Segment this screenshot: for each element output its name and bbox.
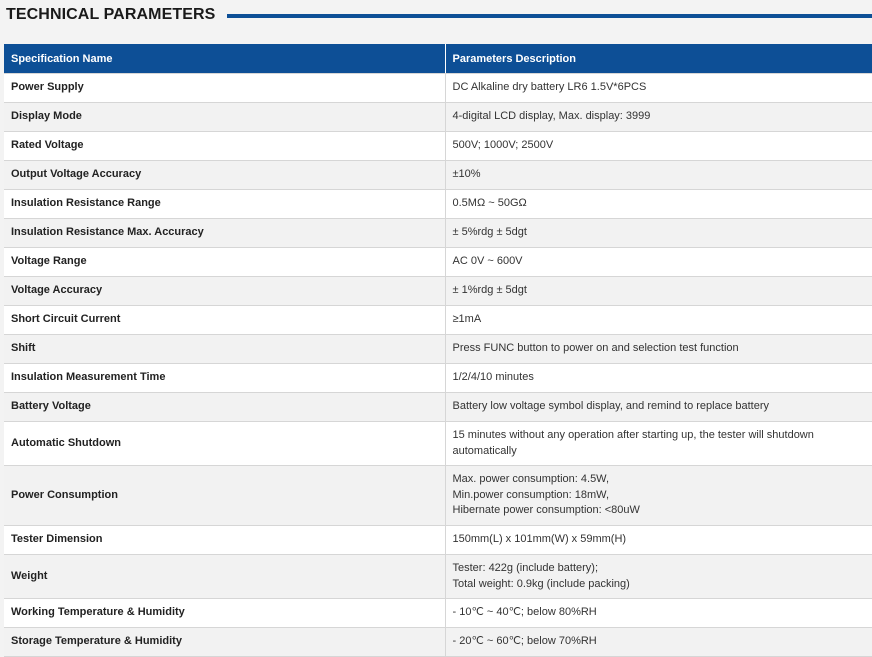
spec-name-cell: Rated Voltage [4, 132, 445, 161]
spec-description-cell [445, 132, 872, 161]
table-row [4, 555, 872, 599]
spec-name-cell: Insulation Resistance Range [4, 190, 445, 219]
table-row [4, 103, 872, 132]
spec-name-cell: Weight [4, 555, 445, 599]
spec-description-cell [445, 364, 872, 393]
description-line: 4-digital LCD display, Max. display: 3999 [452, 110, 651, 123]
table-row [4, 132, 872, 161]
table-row [4, 364, 872, 393]
spec-description-cell [445, 74, 872, 103]
description-line: ± 1%rdg ± 5dgt [452, 284, 527, 297]
description-line: - 10℃ ~ 40℃; below 80%RH [452, 606, 597, 619]
description-line: 0.5MΩ ~ 50GΩ [452, 197, 527, 210]
spec-name-cell: Output Voltage Accuracy [4, 161, 445, 190]
table-row [4, 335, 872, 364]
spec-description-cell [445, 190, 872, 219]
description-line: AC 0V ~ 600V [452, 255, 523, 268]
spec-description-cell [445, 526, 872, 555]
table-row [4, 306, 872, 335]
spec-name-cell: Power Supply [4, 74, 445, 103]
page-title: TECHNICAL PARAMETERS [6, 6, 216, 23]
spec-description-cell [445, 422, 872, 466]
table-row [4, 219, 872, 248]
spec-description-cell [445, 248, 872, 277]
description-line: - 20℃ ~ 60℃; below 70%RH [452, 635, 597, 648]
spec-description-cell [445, 306, 872, 335]
spec-description-cell [445, 161, 872, 190]
spec-description-cell [445, 277, 872, 306]
description-line: Battery low voltage symbol display, and remind to replace battery [452, 400, 770, 413]
description-line: ±10% [452, 168, 481, 181]
header-specification-name: Specification Name [4, 44, 445, 74]
spec-description-cell [445, 466, 872, 526]
description-line: 500V; 1000V; 2500V [452, 139, 554, 152]
spec-name-cell: Shift [4, 335, 445, 364]
table-row [4, 599, 872, 628]
parameters-table [4, 44, 872, 657]
spec-description-cell [445, 335, 872, 364]
spec-name-cell: Storage Temperature & Humidity [4, 628, 445, 657]
spec-description-cell [445, 103, 872, 132]
spec-name-cell: Power Consumption [4, 466, 445, 526]
table-body [4, 74, 872, 657]
description-line: 1/2/4/10 minutes [452, 371, 534, 384]
description-line: DC Alkaline dry battery LR6 1.5V*6PCS [452, 81, 647, 94]
table-row [4, 393, 872, 422]
spec-name-cell: Display Mode [4, 103, 445, 132]
table-row [4, 628, 872, 657]
table-header-row [4, 44, 872, 74]
spec-name-cell: Short Circuit Current [4, 306, 445, 335]
description-line: Max. power consumption: 4.5W, [452, 473, 610, 486]
spec-name-cell: Tester Dimension [4, 526, 445, 555]
table-row [4, 422, 872, 466]
spec-description-cell [445, 219, 872, 248]
description-line: Tester: 422g (include battery); [452, 562, 599, 574]
description-line: automatically [452, 444, 517, 457]
table-row [4, 466, 872, 526]
table-row [4, 248, 872, 277]
spec-description-cell [445, 628, 872, 657]
description-line: Hibernate power consumption: <80uW [452, 504, 640, 517]
table-row [4, 277, 872, 306]
description-line: Min.power consumption: 18mW, [452, 488, 610, 501]
spec-name-cell: Voltage Accuracy [4, 277, 445, 306]
description-line: Press FUNC button to power on and selection test function [452, 342, 739, 355]
parameters-table-container [4, 44, 872, 657]
spec-name-cell: Voltage Range [4, 248, 445, 277]
table-row [4, 526, 872, 555]
heading-divider [227, 14, 872, 18]
description-line: ≥1mA [452, 313, 482, 326]
spec-name-cell: Automatic Shutdown [4, 422, 445, 466]
spec-description-cell [445, 555, 872, 599]
spec-name-cell: Insulation Resistance Max. Accuracy [4, 219, 445, 248]
description-line: 15 minutes without any operation after starting up, the tester will shutdown [452, 429, 814, 441]
spec-description-cell [445, 393, 872, 422]
spec-name-cell: Battery Voltage [4, 393, 445, 422]
description-line: ± 5%rdg ± 5dgt [452, 226, 527, 239]
description-line: Total weight: 0.9kg (include packing) [452, 577, 630, 590]
table-row [4, 161, 872, 190]
spec-description-cell [445, 599, 872, 628]
spec-name-cell: Insulation Measurement Time [4, 364, 445, 393]
spec-name-cell: Working Temperature & Humidity [4, 599, 445, 628]
header-parameters-description: Parameters Description [445, 44, 872, 74]
table-row [4, 190, 872, 219]
description-line: 150mm(L) x 101mm(W) x 59mm(H) [452, 533, 627, 546]
section-heading [6, 6, 872, 24]
table-row [4, 74, 872, 103]
